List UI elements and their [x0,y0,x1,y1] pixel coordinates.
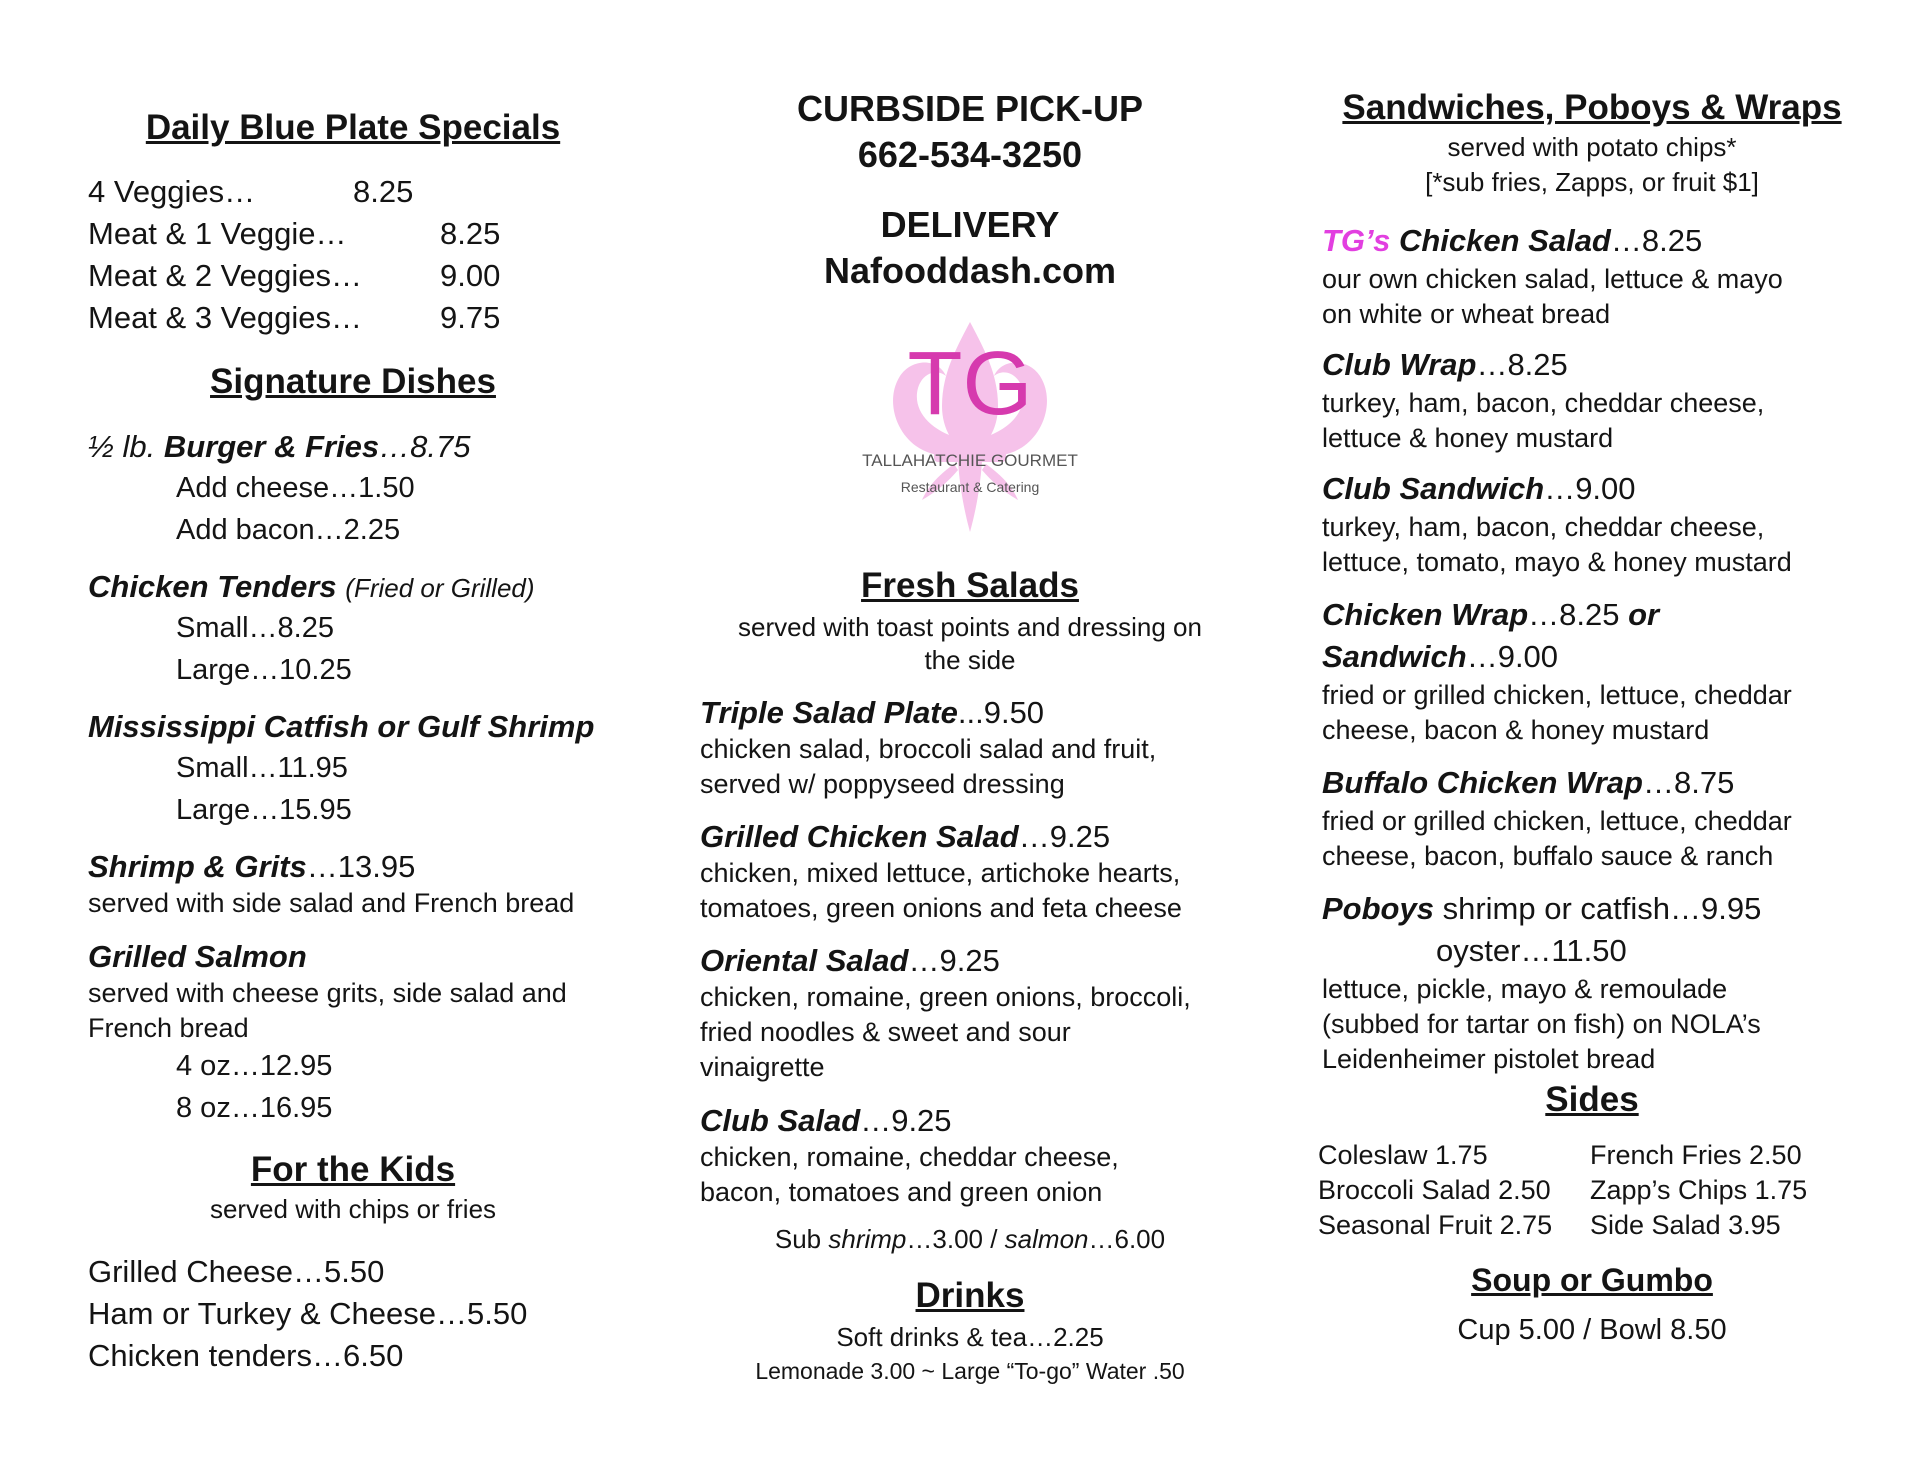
salmon-item [88,938,307,976]
sandwich-desc: (subbed for tartar on fish) on NOLA’s [1322,1009,1761,1039]
blue-plate-item-label: Meat & 2 Veggies… [88,258,362,293]
salad-item [700,1102,952,1140]
salad-item [700,942,1000,980]
sandwich-desc: lettuce & honey mustard [1322,423,1614,453]
catfish-size: Large…15.95 [176,794,352,826]
burger-prefix: ½ lb. [88,429,164,464]
burger-item [88,428,471,466]
sandwiches-subtitle: [*sub fries, Zapps, or fruit $1] [1425,167,1759,197]
salad-price: ...9.50 [957,695,1045,730]
tenders-name: Chicken Tenders [88,569,337,604]
salad-price: …9.25 [1018,819,1111,854]
salad-name: Oriental Salad [700,943,909,978]
logo-tagline: Restaurant & Catering [900,479,1040,495]
salad-desc: chicken, romaine, green onions, broccoli, [700,982,1191,1012]
sides-heading: Sides [1545,1080,1639,1119]
catfish-size: Small…11.95 [176,752,348,784]
salad-sub-note [700,1224,1240,1255]
sub-shrimp: shrimp [828,1224,907,1254]
salad-name: Club Salad [700,1103,861,1138]
signature-heading: Signature Dishes [210,362,496,401]
catfish-name: Mississippi Catfish or Gulf Shrimp [88,709,595,744]
tg-letters: TG [907,334,1033,434]
salad-name: Triple Salad Plate [700,695,958,730]
delivery-heading: DELIVERY [880,204,1060,245]
sandwich-desc: lettuce, pickle, mayo & remoulade [1322,974,1728,1004]
sandwich-price: …9.00 [1466,639,1559,674]
sub-salmon: salmon [1004,1224,1089,1254]
drinks-heading: Drinks [915,1276,1025,1315]
sandwich-desc: turkey, ham, bacon, cheddar cheese, [1322,388,1765,418]
sandwich-price: …8.75 [1642,765,1735,800]
sandwich-desc: Leidenheimer pistolet bread [1322,1044,1656,1074]
blue-plate-item-price: 9.00 [440,258,501,293]
sandwich-item [1322,596,1659,634]
sandwich-name: Chicken Salad [1390,223,1611,258]
sub-text: Sub [774,1224,829,1254]
phone-number: 662-534-3250 [857,134,1083,175]
sandwich-name: Buffalo Chicken Wrap [1322,765,1643,800]
curbside-heading: CURBSIDE PICK-UP [796,88,1144,129]
grits-item [88,848,415,886]
fleur-de-lis-icon [850,318,1090,538]
salmon-size: 8 oz…16.95 [176,1092,333,1124]
sandwich-desc: cheese, bacon, buffalo sauce & ranch [1322,841,1774,871]
salads-subtitle: served with toast points and dressing on [738,612,1202,642]
tg-brand: TG’s [1322,223,1391,258]
side-item: Seasonal Fruit 2.75 [1318,1210,1553,1240]
sandwich-price: …9.00 [1544,471,1636,506]
sandwich-desc: turkey, ham, bacon, cheddar cheese, [1322,512,1765,542]
drinks-line: Soft drinks & tea…2.25 [836,1322,1104,1352]
salad-desc: fried noodles & sweet and sour [700,1017,1071,1047]
sandwich-item [1322,764,1734,802]
salmon-desc: served with cheese grits, side salad and [88,978,567,1008]
tg-logo [850,318,1090,538]
sandwich-name: Poboys [1322,891,1434,926]
blue-plate-item-label: 4 Veggies… [88,174,256,209]
logo-name: TALLAHATCHIE GOURMET [862,451,1078,470]
blue-plate-item-label: Meat & 1 Veggie… [88,216,347,251]
sandwiches-heading: Sandwiches, Poboys & Wraps [1342,88,1842,127]
salads-subtitle: the side [924,645,1016,675]
burger-name: Burger & Fries [163,429,380,464]
sandwich-price: …8.25 [1528,597,1629,632]
salad-desc: chicken, romaine, cheddar cheese, [700,1142,1119,1172]
salmon-size: 4 oz…12.95 [176,1050,333,1082]
burger-addon: Add cheese…1.50 [176,472,415,504]
sandwich-item [1322,346,1568,384]
side-item: Coleslaw 1.75 [1318,1140,1488,1170]
delivery-site: Nafooddash.com [823,250,1117,291]
sub-text: …3.00 / [906,1224,1005,1254]
sandwich-item [1322,638,1558,676]
blue-plate-item-price: 8.25 [440,216,501,251]
kids-item: Grilled Cheese…5.50 [88,1254,385,1289]
tenders-item [88,568,535,607]
sandwich-price: shrimp or catfish…9.95 [1433,891,1762,926]
grits-price: …13.95 [306,849,416,884]
salad-desc: vinaigrette [700,1052,825,1082]
side-item: Side Salad 3.95 [1590,1210,1781,1240]
burger-price: …8.75 [379,429,471,464]
catfish-item [88,708,594,746]
kids-item: Ham or Turkey & Cheese…5.50 [88,1296,528,1331]
sandwich-name: Chicken Wrap [1322,597,1529,632]
sandwich-or: or [1628,597,1660,632]
burger-addon: Add bacon…2.25 [176,514,401,546]
soup-line: Cup 5.00 / Bowl 8.50 [1457,1314,1727,1346]
salad-item [700,694,1044,732]
blue-plate-item-price: 8.25 [353,174,414,209]
kids-heading: For the Kids [250,1150,456,1189]
blue-plate-heading: Daily Blue Plate Specials [145,108,561,147]
salmon-name: Grilled Salmon [88,939,307,974]
tenders-size: Large…10.25 [176,654,352,686]
grits-name: Shrimp & Grits [88,849,307,884]
tenders-note: (Fried or Grilled) [345,573,535,603]
sandwich-desc: fried or grilled chicken, lettuce, cheddar [1322,806,1792,836]
sandwich-name: Club Sandwich [1322,471,1545,506]
sandwich-desc: fried or grilled chicken, lettuce, cheddar [1322,680,1792,710]
salad-desc: chicken salad, broccoli salad and fruit, [700,734,1157,764]
drinks-line: Lemonade 3.00 ~ Large “To-go” Water .50 [755,1358,1185,1384]
sandwich-item [1322,890,1761,928]
sandwich-price: oyster…11.50 [1436,933,1627,968]
sub-text: …6.00 [1088,1224,1166,1254]
sandwich-desc: on white or wheat bread [1322,299,1611,329]
salads-heading: Fresh Salads [861,566,1079,605]
blue-plate-item-price: 9.75 [440,300,501,335]
sandwich-item [1322,470,1636,508]
tenders-size: Small…8.25 [176,612,334,644]
salad-desc: tomatoes, green onions and feta cheese [700,893,1182,923]
grits-desc: served with side salad and French bread [88,888,575,918]
sandwich-name: Sandwich [1322,639,1467,674]
sandwich-item [1322,222,1702,260]
salad-price: …9.25 [908,943,1000,978]
salad-desc: chicken, mixed lettuce, artichoke hearts, [700,858,1181,888]
sandwich-desc: lettuce, tomato, mayo & honey mustard [1322,547,1792,577]
sandwich-price: …8.25 [1610,223,1703,258]
salad-price: …9.25 [860,1103,952,1138]
side-item: Zapp’s Chips 1.75 [1590,1175,1808,1205]
side-item: French Fries 2.50 [1590,1140,1802,1170]
salad-desc: served w/ poppyseed dressing [700,769,1065,799]
salad-name: Grilled Chicken Salad [700,819,1019,854]
sandwiches-subtitle: served with potato chips* [1447,132,1737,162]
soup-heading: Soup or Gumbo [1471,1262,1713,1298]
salmon-desc: French bread [88,1013,249,1043]
sandwich-name: Club Wrap [1322,347,1477,382]
sandwich-desc: our own chicken salad, lettuce & mayo [1322,264,1783,294]
kids-subtitle: served with chips or fries [209,1194,497,1224]
sandwich-price: …8.25 [1476,347,1568,382]
sandwich-desc: cheese, bacon & honey mustard [1322,715,1710,745]
kids-item: Chicken tenders…6.50 [88,1338,404,1373]
blue-plate-item-label: Meat & 3 Veggies… [88,300,362,335]
salad-item [700,818,1110,856]
side-item: Broccoli Salad 2.50 [1318,1175,1551,1205]
salad-desc: bacon, tomatoes and green onion [700,1177,1103,1207]
